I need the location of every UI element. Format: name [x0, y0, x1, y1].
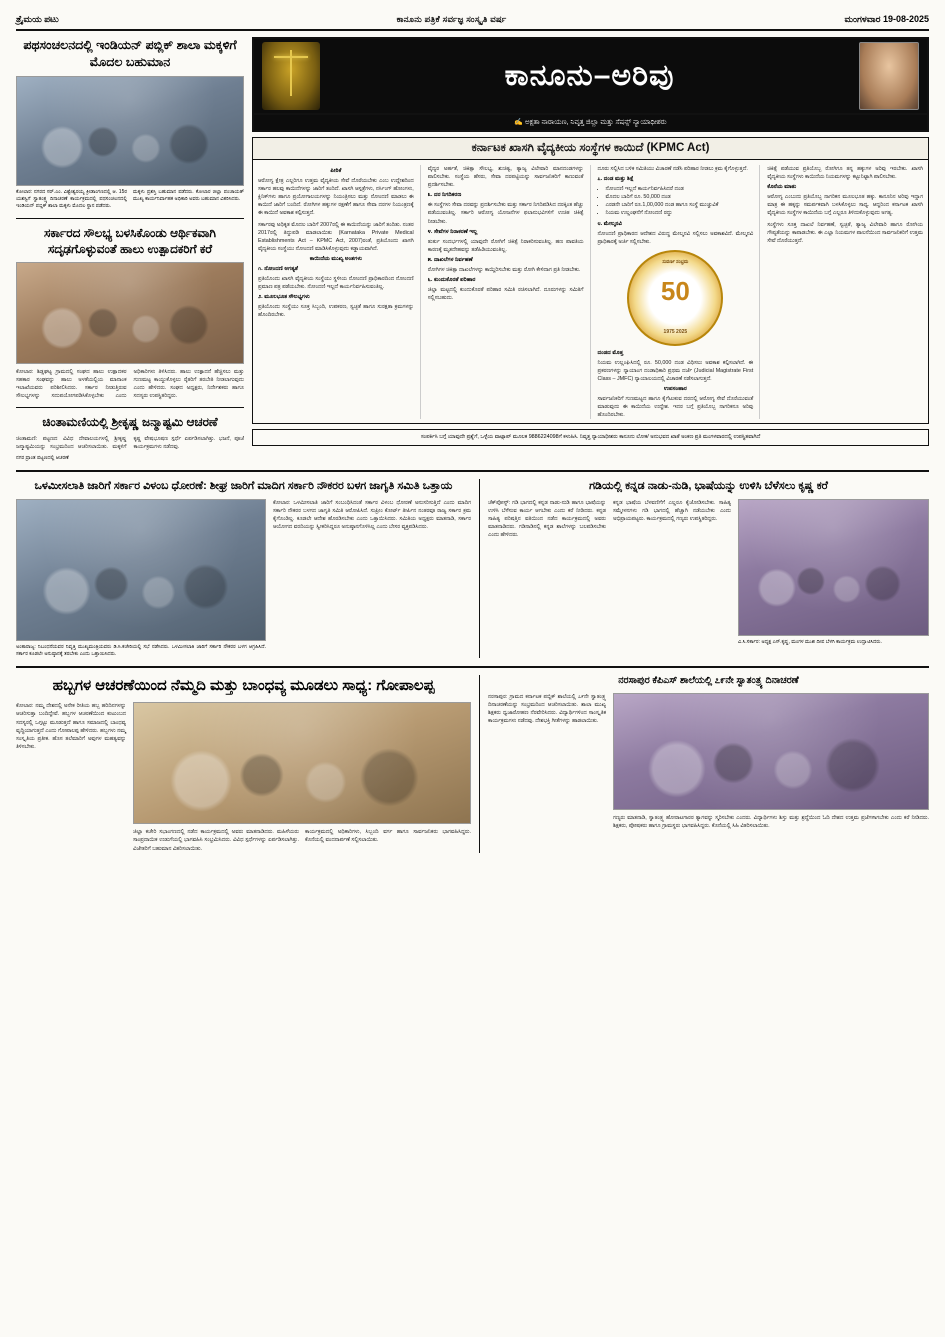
kpmc-c2-p0: ವೈದ್ಯರ ಅರ್ಹತೆ, ಚಿಕಿತ್ಸಾ ಸೌಲಭ್ಯ, ಶುಚಿತ್ವ, ತ್ಯಾಜ್ಯ ವಿಲೇವಾರಿ ಮಾನದಂಡಗಳನ್ನು ಪಾಲಿಸಬೇಕು. ಸಂಸ್ಥೆಯ ಹೆಸರು, ಸೇವಾ ದರಪಟ್ಟಿಯನ್ನು ಸಾರ್ವಜನಿಕರಿಗೆ ಕಾಣುವಂತೆ ಪ್ರದರ್ಶಿಸಬೇಕು. [427, 166, 584, 189]
kpmc-c3-h3: ೮. ಮೇಲ್ಮನವಿ [597, 220, 622, 227]
seal-years: 1975 2025 [663, 328, 688, 335]
kpmc-penalty-list [606, 185, 754, 217]
bottom-section [16, 675, 929, 852]
kpmc-c2-h4: ೬. ಕುಂದುಕೊರತೆ ಪರಿಹಾರ [427, 276, 476, 283]
story3-subcaption: ನಗರ ಪ್ರಾಂತ ಪಟ್ಟಣದಲ್ಲಿ ಆಚರಣೆ [16, 454, 69, 461]
bottom-left-headline: ಹಬ್ಬಗಳ ಆಚರಣೆಯಿಂದ ನೆಮ್ಮದಿ ಮತ್ತು ಬಾಂಧವ್ಯ ಮೂಡಲು ಸಾಧ್ಯ: ಗೋಪಾಲಪ್ಪ [52, 677, 435, 695]
list-item: • ಎರಡನೇ ಬಾರಿಗೆ ರೂ.1,00,000 ದಂಡ ಹಾಗೂ ಸಂಸ್ಥೆ ಮುಚ್ಚುವಿಕೆ [606, 201, 754, 209]
kpmc-c4-p1: ಆರೋಗ್ಯ ಎಂಬುದು ಪ್ರತಿಯೊಬ್ಬ ನಾಗರಿಕನ ಮೂಲಭೂತ ಹಕ್ಕು. ಕಾನೂನಿನ ಅರಿವು ಇದ್ದಾಗ ಮಾತ್ರ ಈ ಹಕ್ಕನ್ನು ಸಮರ್ಪಕವಾಗಿ ಬಳಸಿಕೊಳ್ಳಲು ಸಾಧ್ಯ. ಆದ್ದರಿಂದ ಕರ್ನಾಟಕ ಖಾಸಗಿ ವೈದ್ಯಕೀಯ ಸಂಸ್ಥೆಗಳ ಕಾಯಿದೆಯ ಬಗ್ಗೆ ಎಲ್ಲರೂ ತಿಳಿದುಕೊಳ್ಳುವುದು ಅಗತ್ಯ. [767, 194, 923, 217]
seal-top-text: ಸುವರ್ಣ ಸಂಭ್ರಮ [662, 258, 689, 264]
kpmc-footer-note: ಸಂಪರ್ಕಿಸಿ ಬಗ್ಗೆ ಯಾವುದೇ ಪ್ರಶ್ನೆಗೆ, ಒಳ್ಳೆಯ ವಾಟ್ಸಾಪ್ ಮೂಲಕ 9886224098ಗೆ ಕಳುಹಿಸಿ. ನಿವೃತ್ತ ನ್ಯಾಯಾಧೀಶರು ಕಾನೂನು ಲೋಕ/ ಅನುಭವದ ಖಾತೆ ಅಂಕಣ ಪ್ರತಿ ಮಂಗಳವಾರದಲ್ಲಿ ಉಪಸ್ಥಿತವಾಗಿದೆ [252, 429, 929, 445]
kpmc-c2-h2: ೪. ಸೇವೆಗಳ ನಿರಾಕರಣೆ ಇಲ್ಲ [427, 228, 478, 235]
masthead-middle: ಕಾನೂನು ಪತ್ರಿಕೆ ಸರ್ವಜ್ಞ ಸಂಸ್ಕೃತಿ ವರ್ಷ [396, 14, 507, 24]
divider [16, 666, 929, 668]
banner-title: ಕಾನೂನು–ಅರಿವು [504, 59, 675, 92]
bottom-left-body-2: ಜಿಲ್ಲಾ ಕಚೇರಿ ಸಭಾಂಗಣದಲ್ಲಿ ನಡೆದ ಕಾರ್ಯಕ್ರಮದಲ್ಲಿ ಅವರು ಮಾತನಾಡಿದರು. ಮಹಿಳೆಯರು ಸಾಂಪ್ರದಾಯಿಕ ಉಡುಗೆಯಲ್ಲಿ ಭಾಗವಹಿಸಿ ಸಂಭ್ರಮಿಸಿದರು. ವಿವಿಧ ಸ್ಪರ್ಧೆಗಳನ್ನು ಏರ್ಪಡಿಸಲಾಗಿತ್ತು. ವಿಜೇತರಿಗೆ ಬಹುಮಾನ ವಿತರಿಸಲಾಯಿತು. [133, 829, 299, 852]
mid-right-story [479, 479, 929, 658]
divider [16, 470, 929, 472]
mid-section [16, 479, 929, 658]
kpmc-column-3 [598, 165, 761, 419]
kpmc-c2-h3: ೫. ದಾಖಲೆಗಳ ನಿರ್ವಹಣೆ [427, 256, 473, 263]
kpmc-c4-p2: ಸಂಸ್ಥೆಗಳು ಸೂಕ್ತ ದಾಖಲೆ ನಿರ್ವಹಣೆ, ಸ್ವಚ್ಛತೆ, ತ್ಯಾಜ್ಯ ವಿಲೇವಾರಿ ಹಾಗೂ ರೋಗಿಯ ಗೌಪ್ಯತೆಯನ್ನು ಕಾಪಾಡಬೇಕು. ಈ ಎಲ್ಲಾ ನಿಯಮಗಳ ಪಾಲನೆಯಿಂದ ಸಾರ್ವಜನಿಕರಿಗೆ ಉತ್ತಮ ಸೇವೆ ದೊರೆಯುತ್ತದೆ. [767, 221, 923, 244]
banner-subtitle: ✍ ಅಕ್ಷತಾ ನಾರಾಯಣ, ನಿವೃತ್ತ ಜಿಲ್ಲಾ ಮತ್ತು ಸೆಷನ್ಸ್ ನ್ಯಾಯಾಧೀಶರು [252, 115, 929, 132]
kpmc-c3-p5: ಸಾರ್ವಜನಿಕರಿಗೆ ಗುಣಮಟ್ಟದ ಹಾಗೂ ಕೈಗೆಟುಕುವ ದರದಲ್ಲಿ ಆರೋಗ್ಯ ಸೇವೆ ದೊರೆಯುವಂತೆ ಮಾಡುವುದು ಈ ಕಾಯಿದೆಯ ಉದ್ದೇಶ. ಇದರ ಬಗ್ಗೆ ಪ್ರತಿಯೊಬ್ಬ ನಾಗರಿಕನೂ ಅರಿವು ಹೊಂದಿರಬೇಕು. [597, 396, 754, 419]
bottom-right-headline: ನರಸಾಪುರ ಕೆಪಿಎಸ್ ಶಾಲೆಯಲ್ಲಿ ೭೯ನೇ ಸ್ವಾತಂತ್ರ್ಯ ದಿನಾಚರಣೆ [618, 675, 799, 687]
feature-banner [252, 37, 929, 115]
kpmc-c3-h1: ೭. ದಂಡ ಮತ್ತು ಶಿಕ್ಷೆ [597, 176, 634, 183]
divider [16, 407, 244, 408]
story3-body: ಚಿಂತಾಮಣಿ: ಪಟ್ಟಣದ ವಿವಿಧ ದೇವಾಲಯಗಳಲ್ಲಿ ಶ್ರೀಕೃಷ್ಣ ಜನ್ಮಾಷ್ಟಮಿಯನ್ನು ಸಂಭ್ರಮದಿಂದ ಆಚರಿಸಲಾಯಿತು. ಮಕ್ಕಳಿಗೆ ಕೃಷ್ಣ ವೇಷಭೂಷಣ ಸ್ಪರ್ಧೆ ಏರ್ಪಡಿಸಲಾಗಿತ್ತು. ಭಜನೆ, ಪೂಜೆ ಕಾರ್ಯಕ್ರಮಗಳು ನಡೆದವು. [16, 435, 244, 450]
bottom-left-body-3: ಕಾರ್ಯಕ್ರಮದಲ್ಲಿ ಅಧಿಕಾರಿಗಳು, ಸಿಬ್ಬಂದಿ ವರ್ಗ ಹಾಗೂ ಸಾರ್ವಜನಿಕರು ಭಾಗವಹಿಸಿದ್ದರು. ಕೊನೆಯಲ್ಲಿ ವಂದನಾರ್ಪಣೆ ಸಲ್ಲಿಸಲಾಯಿತು. [305, 829, 471, 844]
bottom-left-story [16, 675, 471, 852]
mid-left-caption: ಅಂತಾರಾಜ್ಯ: ನಿಬಂಧನೆಯವರ ನಿವೃತ್ತಿ ಮುಖ್ಯಮಂತ್ರಿಯವರು ಡಿ.ಸಿ.ಕಚೇರಿಯಲ್ಲಿ ಸಭೆ ನಡೆಸಿದರು. ಒಳಮೀಸಲಾತಿ ಜಾರಿಗೆ ಸರ್ಕಾರಿ ನೌಕರರ ಬಳಗ ಆಗ್ರಹಿಸಿದೆ. ಸರ್ಕಾರ ಕೂಡಲೇ ಅನುಷ್ಠಾನಕ್ಕೆ ತರಬೇಕು ಎಂದು ಒತ್ತಾಯಿಸಿದರು. [16, 643, 266, 658]
protest-press-meet-photo [16, 499, 266, 641]
left-column [16, 37, 244, 462]
kpmc-c2-h1: ೩. ದರ ನಿಗದಿಕರಣ [427, 192, 462, 199]
story1-caption-left: ಕೋಲಾರ: ನಗರದ ಸರ್.ಎಂ. ವಿಶ್ವೇಶ್ವರಯ್ಯ ಕ್ರೀಡಾಂಗಣದಲ್ಲಿ ಆ. 15ರ ಯಶಸ್ವಿಗೆ ಸ್ವಾತಂತ್ರ್ಯ ದಿನಾಚರಣೆ ಕಾರ್ಯಕ್ರಮದಲ್ಲಿ ಪಥಸಂಚಲನದಲ್ಲಿ ಇಂಡಿಯನ್ ಪಬ್ಲಿಕ್ ಶಾಲಾ ಮಕ್ಕಳು ಮೊದಲ ಸ್ಥಾನ ಪಡೆದರು. [16, 188, 127, 210]
golden-jubilee-seal [627, 250, 723, 346]
kpmc-c1-h3: ೧. ನೋಂದಣಿ ಅಗತ್ಯತೆ [258, 265, 298, 272]
masthead-date: ಮಂಗಳವಾರ 19-08-2025 [844, 14, 929, 24]
masthead [16, 14, 929, 31]
kpmc-c3-p4: ನಿಯಮ ಉಲ್ಲಂಘಿಸಿದಲ್ಲಿ ರೂ. 50,000 ದಂಡ ವಿಧಿಸಲು ಅವಕಾಶ ಕಲ್ಪಿಸಲಾಗಿದೆ. ಈ ಪ್ರಕರಣಗಳನ್ನು ನ್ಯಾಯಾಂಗ ದಂಡಾಧಿಕಾರಿ ಪ್ರಥಮ ದರ್ಜೆ (Judicial Magistrate First Class – JMFC) ನ್ಯಾಯಾಲಯದಲ್ಲಿ ವಿಚಾರಣೆ ನಡೆಸಲಾಗುತ್ತದೆ. [597, 359, 754, 382]
list-item: • ನಿಯಮ ಉಲ್ಲಂಘನೆಗೆ ನೋಂದಣಿ ರದ್ದು [606, 209, 754, 217]
seal-fifty: 50 [660, 275, 690, 306]
kpmc-column-4 [767, 165, 923, 419]
kpmc-title: ಕರ್ನಾಟಕ ಖಾಸಗಿ ವೈದ್ಯಕೀಯ ಸಂಸ್ಥೆಗಳ ಕಾಯಿದೆ (KPMC Act) [252, 137, 929, 160]
kpmc-body [252, 160, 929, 424]
kpmc-c4-h1: ಕೊನೆಯ ಮಾತು [767, 184, 797, 191]
right-column [252, 37, 929, 462]
kpmc-column-1 [258, 165, 421, 419]
bottom-right-body-left: ನರಸಾಪುರ: ಗ್ರಾಮದ ಕರ್ನಾಟಕ ಪಬ್ಲಿಕ್ ಶಾಲೆಯಲ್ಲಿ ೭೯ನೇ ಸ್ವಾತಂತ್ರ್ಯ ದಿನಾಚರಣೆಯನ್ನು ಸಂಭ್ರಮದಿಂದ ಆಚರಿಸಲಾಯಿತು. ಶಾಲಾ ಮುಖ್ಯ ಶಿಕ್ಷಕರು ಧ್ವಜಾರೋಹಣ ನೆರವೇರಿಸಿದರು. ವಿದ್ಯಾರ್ಥಿಗಳಿಂದ ಸಾಂಸ್ಕೃತಿಕ ಕಾರ್ಯಕ್ರಮಗಳು ನಡೆದವು. ದೇಶಭಕ್ತಿ ಗೀತೆಗಳನ್ನು ಹಾಡಲಾಯಿತು. [488, 694, 606, 725]
kpmc-c2-p1: ಈ ಸಂಸ್ಥೆಗಳು ಸೇವಾ ದರವನ್ನು ಪ್ರದರ್ಶಿಸಬೇಕು ಮತ್ತು ಸರ್ಕಾರ ನಿಗದಿಪಡಿಸಿದ ದರಕ್ಕಿಂತ ಹೆಚ್ಚು ಪಡೆಯುವಂತಿಲ್ಲ. ಸರ್ಕಾರಿ ಆರೋಗ್ಯ ಯೋಜನೆಗಳ ಫಲಾನುಭವಿಗಳಿಗೆ ಉಚಿತ ಚಿಕಿತ್ಸೆ ನೀಡಬೇಕು. [427, 202, 584, 225]
mid-right-caption: ವಿ.ಸಿ.ಸರ್ಕಾರ: ಅಧ್ಯಕ್ಷ ಎಸ್.ಕೃಷ್ಣ, ಮಂಗಳ ಮುಖಿ ದೀಪ ಬೆಳಗಿ ಕಾರ್ಯಕ್ರಮ ಉದ್ಘಾಟಿಸಿದರು. [738, 638, 882, 645]
author-portrait [859, 42, 919, 110]
kpmc-c1-p4: ಪ್ರತಿಯೊಂದು ಸಂಸ್ಥೆಯು ಸೂಕ್ತ ಸಿಬ್ಬಂದಿ, ಉಪಕರಣ, ಸ್ವಚ್ಛತೆ ಹಾಗೂ ಸುರಕ್ಷತಾ ಕ್ರಮಗಳನ್ನು ಹೊಂದಿರಬೇಕು. [258, 304, 414, 319]
mid-left-story [16, 479, 471, 658]
kpmc-c1-p1: ಸರ್ಕಾರವು ಅಧಿಕೃತ ಮೊದಲ ಬಾರಿಗೆ 2007ರಲ್ಲಿ ಈ ಕಾಯಿದೆಯನ್ನು ಜಾರಿಗೆ ತಂದಿತು. ನಂತರ 2017ರಲ್ಲಿ ತಿದ್ದುಪಡಿ ಮಾಡಲಾಯಿತು (Karnataka Private Medical Establishments Act – KPMC Act, 2007)ರಂತೆ, ಪ್ರತಿಯೊಂದು ಖಾಸಗಿ ವೈದ್ಯಕೀಯ ಸಂಸ್ಥೆಯು ನೋಂದಣಿ ಮಾಡಿಸಿಕೊಳ್ಳುವುದು ಕಡ್ಡಾಯವಾಗಿದೆ. [258, 221, 414, 252]
bottom-left-body-1: ಕೋಲಾರ: ನಮ್ಮ ದೇಶದಲ್ಲಿ ಅನೇಕ ರೀತಿಯ ಹಬ್ಬ ಹರಿದಿನಗಳನ್ನು ಆಚರಿಸುತ್ತಾ ಬಂದಿದ್ದೇವೆ. ಹಬ್ಬಗಳ ಆಚರಣೆಯಿಂದ ಕುಟುಂಬದ ಸದಸ್ಯರಲ್ಲಿ ಒಗ್ಗಟ್ಟು ಮೂಡುತ್ತದೆ ಹಾಗೂ ಸಮಾಜದಲ್ಲಿ ಬಾಂಧವ್ಯ ವೃದ್ಧಿಯಾಗುತ್ತದೆ ಎಂದು ಗೋಪಾಲಪ್ಪ ಹೇಳಿದರು. ಹಬ್ಬಗಳು ನಮ್ಮ ಸಂಸ್ಕೃತಿಯ ಪ್ರತೀಕ. ಹೊಸ ತಲೆಮಾರಿಗೆ ಅವುಗಳ ಮಹತ್ವವನ್ನು ತಿಳಿಸಬೇಕು. [16, 703, 126, 750]
kpmc-c2-p2: ತುರ್ತು ಸಂದರ್ಭಗಳಲ್ಲಿ ಯಾವುದೇ ರೋಗಿಗೆ ಚಿಕಿತ್ಸೆ ನಿರಾಕರಿಸುವಂತಿಲ್ಲ. ಹಣ ಪಾವತಿಯ ಕಾರಣಕ್ಕೆ ಮೃತದೇಹವನ್ನು ತಡೆಹಿಡಿಯುವಂತಿಲ್ಲ. [427, 238, 584, 253]
kpmc-column-2 [428, 165, 591, 419]
kpmc-c1-h0: ಪೀಠಿಕೆ [330, 168, 342, 174]
kpmc-c3-p0: ದೂರು ಸಲ್ಲಿಸಿದ ಬಳಿಕ ಸಮಿತಿಯು ವಿಚಾರಣೆ ನಡೆಸಿ ಪರಿಹಾರ ನೀಡಲು ಕ್ರಮ ಕೈಗೊಳ್ಳುತ್ತದೆ. [597, 166, 748, 172]
milk-society-meeting-photo [16, 262, 244, 364]
kannada-event-photo [738, 499, 929, 636]
mid-left-body: ಕೋಲಾರ: ಒಳಮೀಸಲಾತಿ ಜಾರಿಗೆ ಸಂಬಂಧಿಸಿದಂತೆ ಸರ್ಕಾರ ವಿಳಂಬ ಧೋರಣೆ ಅನುಸರಿಸುತ್ತಿದೆ ಎಂದು ಮಾದಿಗ ಸರ್ಕಾರಿ ನೌಕರರ ಬಳಗದ ಜಾಗೃತಿ ಸಮಿತಿ ಆರೋಪಿಸಿದೆ. ಸುಪ್ರೀಂ ಕೋರ್ಟ್ ತೀರ್ಪಿನ ನಂತರವೂ ರಾಜ್ಯ ಸರ್ಕಾರ ಕ್ರಮ ಕೈಗೊಂಡಿಲ್ಲ. ಕೂಡಲೇ ಆದೇಶ ಹೊರಡಿಸಬೇಕು ಎಂದು ಒತ್ತಾಯಿಸಿದರು. ಸಮಿತಿಯ ಅಧ್ಯಕ್ಷರು ಮಾತನಾಡಿ, ಸರ್ಕಾರ ಆಯೋಗದ ವರದಿಯನ್ನು ಸ್ವೀಕರಿಸಿದ್ದರೂ ಅನುಷ್ಠಾನಗೊಳಿಸಿಲ್ಲ ಎಂದು ಬೇಸರ ವ್ಯಕ್ತಪಡಿಸಿದರು. [273, 499, 471, 531]
festival-group-photo [133, 702, 471, 824]
justice-statue-icon [262, 42, 320, 110]
top-columns [16, 37, 929, 462]
kpmc-c1-p3: ಪ್ರತಿಯೊಂದು ಖಾಸಗಿ ವೈದ್ಯಕೀಯ ಸಂಸ್ಥೆಯು ಸ್ಥಳೀಯ ನೋಂದಣಿ ಪ್ರಾಧಿಕಾರದಿಂದ ನೋಂದಣಿ ಪ್ರಮಾಣ ಪತ್ರ ಪಡೆಯಬೇಕು. ನೋಂದಣಿ ಇಲ್ಲದೆ ಕಾರ್ಯನಿರ್ವಹಿಸುವಂತಿಲ್ಲ. [258, 275, 414, 291]
school-independence-day-photo [613, 693, 929, 810]
kpmc-c1-h2: ಕಾಯಿದೆಯ ಮುಖ್ಯ ಅಂಶಗಳು [309, 255, 363, 262]
masthead-left: ತ್ರೈಮಯ ಪಟು [16, 14, 59, 24]
kpmc-c4-p0: ಚಿಕಿತ್ಸೆ ಪಡೆಯುವ ಪ್ರತಿಯೊಬ್ಬ ರೋಗಿಗೂ ತನ್ನ ಹಕ್ಕುಗಳ ಅರಿವು ಇರಬೇಕು. ಖಾಸಗಿ ವೈದ್ಯಕೀಯ ಸಂಸ್ಥೆಗಳು ಕಾಯಿದೆಯ ನಿಯಮಗಳನ್ನು ಕಟ್ಟುನಿಟ್ಟಾಗಿ ಪಾಲಿಸಬೇಕು. [767, 166, 923, 181]
mid-left-headline: ಒಳಮೀಸಲಾತಿ ಜಾರಿಗೆ ಸರ್ಕಾರ ವಿಳಂಬ ಧೋರಣೆ: ಶೀಘ್ರ ಜಾರಿಗೆ ಮಾದಿಗ ಸರ್ಕಾರಿ ನೌಕರರ ಬಳಗ ಜಾಗೃತಿ ಸಮಿತಿ ಒತ್ತಾಯ [34, 479, 453, 492]
list-item: • ಮೊದಲ ಬಾರಿಗೆ ರೂ. 50,000 ದಂಡ [606, 193, 754, 201]
bottom-right-body-right: ಗಣ್ಯರು ಮಾತನಾಡಿ, ಸ್ವಾತಂತ್ರ್ಯ ಹೋರಾಟಗಾರರ ತ್ಯಾಗವನ್ನು ಸ್ಮರಿಸಬೇಕು ಎಂದರು. ವಿದ್ಯಾರ್ಥಿಗಳು ಶಿಸ್ತು ಮತ್ತು ಶ್ರದ್ಧೆಯಿಂದ ಓದಿ ದೇಶದ ಉತ್ತಮ ಪ್ರಜೆಗಳಾಗಬೇಕು ಎಂದು ಕರೆ ನೀಡಿದರು. ಶಿಕ್ಷಕರು, ಪೋಷಕರು ಹಾಗೂ ಗ್ರಾಮಸ್ಥರು ಭಾಗವಹಿಸಿದ್ದರು. ಕೊನೆಯಲ್ಲಿ ಸಿಹಿ ವಿತರಿಸಲಾಯಿತು. [613, 815, 929, 830]
story2-headline: ಸರ್ಕಾರದ ಸೌಲಭ್ಯ ಬಳಸಿಕೊಂಡು ಆರ್ಥಿಕವಾಗಿ ಸದೃಢಗೊಳ್ಳುವಂತೆ ಹಾಲು ಉತ್ಪಾದಕರಿಗೆ ಕರೆ [44, 225, 216, 256]
award-ceremony-photo [16, 76, 244, 186]
kpmc-c3-h5: ಉಪಸಂಹಾರ [663, 386, 687, 393]
story2-body: ಕೋಲಾರ: ಶಿಡ್ಲಘಟ್ಟ ಗ್ರಾಮದಲ್ಲಿ ಸಂಘದ ಹಾಲು ಉತ್ಪಾದಕರ ಸಹಕಾರ ಸಂಘವನ್ನು ಹಾಲು ಅಳತೆಯಲ್ಲಿಯ ಮಾನಾಂಕ ಇಲಾಖೆಯವರು ಪರಿಶೀಲಿಸಿದರು. ಸರ್ಕಾರ ನೀಡುತ್ತಿರುವ ಸೌಲಭ್ಯಗಳನ್ನು ಸದುಪಯೋಗಪಡಿಸಿಕೊಳ್ಳಬೇಕು ಎಂದು ಅಧಿಕಾರಿಗಳು ತಿಳಿಸಿದರು. ಹಾಲು ಉತ್ಪಾದನೆ ಹೆಚ್ಚಿಸಲು ಮತ್ತು ಗುಣಮಟ್ಟ ಕಾಯ್ದುಕೊಳ್ಳಲು ರೈತರಿಗೆ ತರಬೇತಿ ನೀಡಲಾಗುವುದು ಎಂದು ಹೇಳಿದರು. ಸಂಘದ ಅಧ್ಯಕ್ಷರು, ನಿರ್ದೇಶಕರು ಹಾಗೂ ಸದಸ್ಯರು ಉಪಸ್ಥಿತರಿದ್ದರು. [16, 368, 244, 400]
mid-right-body-right: ಕನ್ನಡ ಭಾಷೆಯ ಬೆಳವಣಿಗೆಗೆ ಎಲ್ಲರೂ ಕೈಜೋಡಿಸಬೇಕು. ಸಾಹಿತ್ಯ ಸಮ್ಮೇಳನಗಳು ಗಡಿ ಭಾಗದಲ್ಲಿ ಹೆಚ್ಚಾಗಿ ನಡೆಯಬೇಕು ಎಂದು ಅಭಿಪ್ರಾಯಪಟ್ಟರು. ಕಾರ್ಯಕ್ರಮದಲ್ಲಿ ಗಣ್ಯರು ಉಪಸ್ಥಿತರಿದ್ದರು. [613, 499, 731, 523]
kpmc-c3-h4: ದಂಡದ ಮೊತ್ತ [597, 349, 624, 356]
story1-headline: ಪಥಸಂಚಲನದಲ್ಲಿ ಇಂಡಿಯನ್ ಪಬ್ಲಿಕ್ ಶಾಲಾ ಮಕ್ಕಳಿಗೆ ಮೊದಲ ಬಹುಮಾನ [23, 38, 237, 69]
kpmc-c1-p0: ಆರೋಗ್ಯ ಕ್ಷೇತ್ರ ಎಲ್ಲರಿಗೂ ಉತ್ತಮ ವೈದ್ಯಕೀಯ ಸೇವೆ ದೊರೆಯಬೇಕು ಎಂಬ ಉದ್ದೇಶದಿಂದ ಸರ್ಕಾರ ಹಲವು ಕಾಯಿದೆಗಳನ್ನು ಜಾರಿಗೆ ತಂದಿದೆ. ಖಾಸಗಿ ಆಸ್ಪತ್ರೆಗಳು, ನರ್ಸಿಂಗ್ ಹೋಂಗಳು, ಕ್ಲಿನಿಕ್‌ಗಳು ಹಾಗೂ ಪ್ರಯೋಗಾಲಯಗಳನ್ನು ನಿಯಂತ್ರಿಸಲು ಮತ್ತು ನೋಂದಣಿ ಮಾಡಲು ಈ ಕಾಯಿದೆ ಜಾರಿಗೆ ಬಂದಿದೆ. ರೋಗಿಗಳ ಹಕ್ಕುಗಳ ರಕ್ಷಣೆಗೆ ಹಾಗೂ ಸೇವಾ ದರಗಳ ನಿಯಂತ್ರಣಕ್ಕೆ ಈ ಕಾಯಿದೆ ಅವಕಾಶ ಕಲ್ಪಿಸುತ್ತದೆ. [258, 178, 414, 217]
bottom-right-story [479, 675, 929, 852]
story1-caption-right: ಮಕ್ಕಳು ಪ್ರಶಸ್ತಿ ಬಹುಮಾನ ಪಡೆದರು. ಕೋಲಾರ ಜಿಲ್ಲಾ ಪಂಚಾಯತ್ ಮುಖ್ಯ ಕಾರ್ಯನಿರ್ವಾಹಕ ಅಧಿಕಾರಿ ಅವರು ಬಹುಮಾನ ವಿತರಿಸಿದರು. [133, 188, 244, 202]
list-item: • ನೋಂದಣಿ ಇಲ್ಲದೆ ಕಾರ್ಯನಿರ್ವಹಿಸಿದರೆ ದಂಡ [606, 185, 754, 193]
kpmc-c2-p4: ಜಿಲ್ಲಾ ಮಟ್ಟದಲ್ಲಿ ಕುಂದುಕೊರತೆ ಪರಿಹಾರ ಸಮಿತಿ ರಚಿಸಲಾಗಿದೆ. ದೂರುಗಳನ್ನು ಸಮಿತಿಗೆ ಸಲ್ಲಿಸಬಹುದು. [427, 286, 584, 302]
mid-right-headline: ಗಡಿಯಲ್ಲಿ ಕನ್ನಡ ನಾಡು-ನುಡಿ, ಭಾಷೆಯನ್ನು ಉಳಿಸಿ ಬೆಳೆಸಲು ಕೃಷ್ಣ ಕರೆ [589, 479, 828, 492]
mid-right-body-left: ಚೆಕ್‌ಪೋಸ್ಟ್: ಗಡಿ ಭಾಗದಲ್ಲಿ ಕನ್ನಡ ನಾಡು-ನುಡಿ ಹಾಗೂ ಭಾಷೆಯನ್ನು ಉಳಿಸಿ ಬೆಳೆಸುವ ಕಾರ್ಯ ಆಗಬೇಕು ಎಂದು ಕರೆ ನೀಡಿದರು. ಕನ್ನಡ ಸಾಹಿತ್ಯ ಪರಿಷತ್ತಿನ ವತಿಯಿಂದ ನಡೆದ ಕಾರ್ಯಕ್ರಮದಲ್ಲಿ ಅವರು ಮಾತನಾಡಿದರು. ಗಡಿನಾಡಿನಲ್ಲಿ ಕನ್ನಡ ಶಾಲೆಗಳನ್ನು ಬಲಪಡಿಸಬೇಕು ಎಂದು ಹೇಳಿದರು. [488, 499, 606, 539]
divider [16, 218, 244, 219]
kpmc-c2-p3: ರೋಗಿಗಳ ಚಿಕಿತ್ಸಾ ದಾಖಲೆಗಳನ್ನು ಕಾಯ್ದಿರಿಸಬೇಕು ಮತ್ತು ರೋಗಿ ಕೇಳಿದಾಗ ಪ್ರತಿ ನೀಡಬೇಕು. [427, 266, 581, 273]
story3-headline: ಚಿಂತಾಮಣಿಯಲ್ಲಿ ಶ್ರೀಕೃಷ್ಣ ಜನ್ಮಾಷ್ಟಮಿ ಆಚರಣೆ [42, 415, 218, 430]
story1-captions [16, 189, 244, 211]
kpmc-c3-p3: ನೋಂದಣಿ ಪ್ರಾಧಿಕಾರದ ಆದೇಶದ ವಿರುದ್ಧ ಮೇಲ್ಮನವಿ ಸಲ್ಲಿಸಲು ಅವಕಾಶವಿದೆ. ಮೇಲ್ಮನವಿ ಪ್ರಾಧಿಕಾರಕ್ಕೆ ಅರ್ಜಿ ಸಲ್ಲಿಸಬೇಕು. [597, 230, 754, 245]
kpmc-c1-h4: ೨. ಮೂಲಭೂತ ಸೌಲಭ್ಯಗಳು [258, 294, 310, 301]
